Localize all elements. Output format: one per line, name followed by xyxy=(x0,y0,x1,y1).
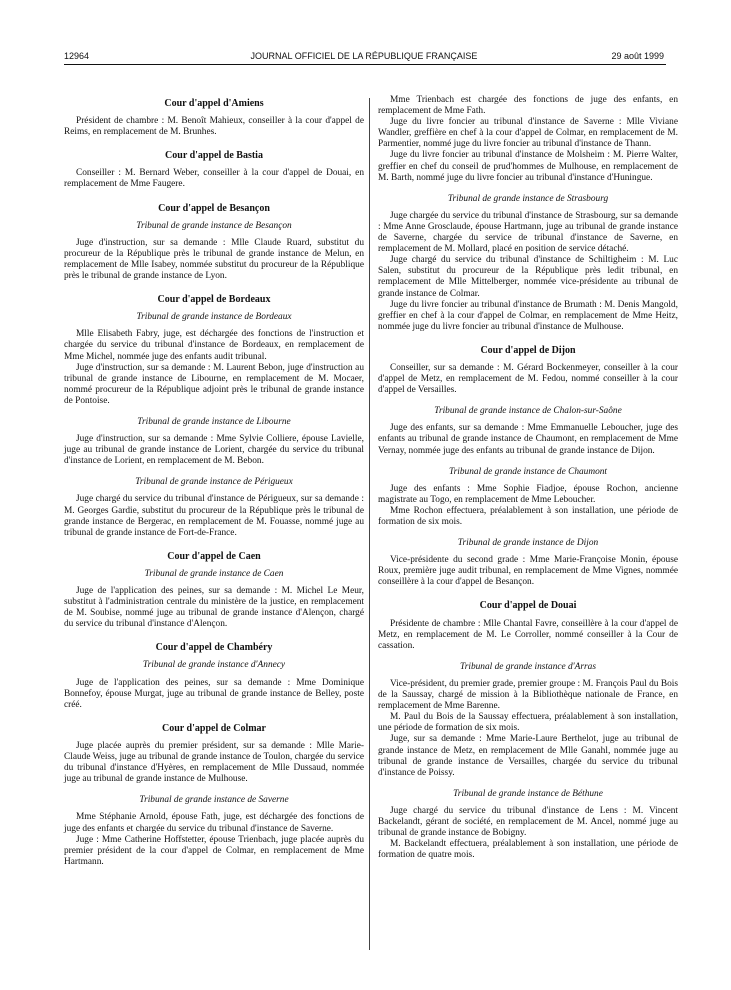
section-heading: Cour d'appel de Besançon xyxy=(158,202,270,214)
header-rule xyxy=(64,64,666,65)
subsection-heading: Tribunal de grande instance de Dijon xyxy=(457,538,599,549)
paragraph: Juge de l'application des peines, sur sa demande : Mme Dominique Bonnefoy, épouse Murgat, juge au tribunal de grande instance de Belley, poste créé. xyxy=(64,677,364,710)
paragraph: Juge des enfants : Mme Sophie Fiadjoe, épouse Rochon, ancienne magistrate au Togo, en remplacement de Mme Leboucher. xyxy=(378,483,678,505)
paragraph: Juge chargée du service du tribunal d'instance de Strasbourg, sur sa demande : Mme Anne Grosclaude, épouse Hartmann, juge au tribunal de grande instance de Saverne, chargée du service de tribunal d'instance de Saverne, en remplacement de M. Mollard, placé en position de service détaché. xyxy=(378,210,678,255)
paragraph: Juge : Mme Catherine Hoffstetter, épouse Trienbach, juge placée auprès du premier président de la cour d'appel de Colmar, en remplacement de Mme Hartmann. xyxy=(64,834,364,867)
paragraph: Juge d'instruction, sur sa demande : M. Laurent Bebon, juge d'instruction au tribunal de grande instance de Libourne, en remplacement de M. Mocaer, nommé procureur de la République adjoint près le tribunal de grande instance de Pontoise. xyxy=(64,362,364,406)
subsection-heading: Tribunal de grande instance de Besançon xyxy=(136,220,292,231)
paragraph: Juge d'instruction, sur sa demande : Mlle Claude Ruard, substitut du procureur de la République près le tribunal de grande instance de Melun, en remplacement de Mlle Isabey, nommée substitut du procureur de la République près le tribunal de grande instance de Lyon. xyxy=(64,237,364,282)
paragraph: Conseiller, sur sa demande : M. Gérard Bockenmeyer, conseiller à la cour d'appel de Metz, en remplacement de M. Fedou, nommé conseiller à la cour d'appel de Versailles. xyxy=(378,362,678,396)
paragraph: Juge chargé du service du tribunal d'instance de Périgueux, sur sa demande : M. Georges Gardie, substitut du procureur de la République près le tribunal de grande instance de Bergerac, en remplacement de M. Fouasse, nommé juge au tribunal de grande instance de Fort-de-France. xyxy=(64,494,364,538)
paragraph: Vice-présidente du second grade : Mme Marie-Françoise Monin, épouse Roux, première juge audit tribunal, en remplacement de Mme Vignes, nommée conseillère à la cour d'appel de Besançon. xyxy=(378,555,678,588)
paragraph: Juge chargé du service du tribunal d'instance de Schiltigheim : M. Luc Salen, substitut du procureur de la République près ledit tribunal, en remplacement de Mlle Mittelberger, nommée vice-présidente au tribunal de grande instance de Colmar. xyxy=(378,255,678,299)
paragraph: Juge placée auprès du premier président, sur sa demande : Mlle Marie-Claude Weiss, juge au tribunal de grande instance de Toulon, chargée du service du tribunal d'instance d'Hyères, en remplacement de Mlle Dussaud, nommée juge au tribunal de grande instance de Mulhouse. xyxy=(64,740,364,785)
left-column xyxy=(64,95,364,868)
subsection-heading: Tribunal de grande instance de Chalon-sur-Saône xyxy=(434,406,622,417)
section-heading: Cour d'appel de Dijon xyxy=(480,344,576,356)
paragraph: Président de chambre : M. Benoît Mahieux, conseiller à la cour d'appel de Reims, en remplacement de M. Brunhes. xyxy=(64,116,364,138)
page-header xyxy=(64,51,664,65)
paragraph: Juge du livre foncier au tribunal d'instance de Brumath : M. Denis Mangold, greffier en chef à la cour d'appel de Colmar, en remplacement de Mme Heitz, nommée juge du livre foncier au tribunal d'instance de Mulhouse. xyxy=(378,299,678,332)
subsection-heading: Tribunal de grande instance de Strasbourg xyxy=(447,193,609,204)
paragraph: Juge du livre foncier au tribunal d'instance de Saverne : Mlle Viviane Wandler, greffière en chef à la cour d'appel de Colmar, en remplacement de M. Parmentier, nommé juge du livre foncier au tribunal d'instance de Thann. xyxy=(378,117,678,150)
paragraph: Conseiller : M. Bernard Weber, conseiller à la cour d'appel de Douai, en remplacement de Mme Faugere. xyxy=(64,168,364,190)
paragraph: Juge d'instruction, sur sa demande : Mme Sylvie Colliere, épouse Lavielle, juge au tribunal de grande instance de Lorient, chargée du service du tribunal d'instance de Lorient, en remplacement de M. Bebon. xyxy=(64,434,364,467)
page-number: 12964 xyxy=(64,51,90,61)
paragraph: Juge de l'application des peines, sur sa demande : M. Michel Le Meur, substitut à l'administration centrale du ministère de la justice, en remplacement de M. Soubise, nommé juge au tribunal de grande instance d'Alençon, chargé du service du tribunal d'instance d'Alençon. xyxy=(64,586,364,630)
paragraph: Juge chargé du service du tribunal d'instance de Lens : M. Vincent Backelandt, gérant de société, en remplacement de M. Ancel, nommé juge au tribunal de grande instance de Bobigny. xyxy=(378,805,678,839)
subsection-heading: Tribunal de grande instance de Béthune xyxy=(453,788,603,799)
subsection-heading: Tribunal de grande instance de Libourne xyxy=(137,416,291,427)
section-heading: Cour d'appel de Chambéry xyxy=(155,642,273,654)
paragraph: Présidente de chambre : Mlle Chantal Favre, conseillère à la cour d'appel de Metz, en remplacement de M. Le Corroller, nommé conseiller à la Cour de cassation. xyxy=(378,618,678,651)
paragraph: Mme Rochon effectuera, préalablement à son installation, une période de formation de six mois. xyxy=(378,505,678,527)
subsection-heading: Tribunal de grande instance d'Annecy xyxy=(142,660,286,671)
section-heading: Cour d'appel de Bordeaux xyxy=(157,294,271,306)
subsection-heading: Tribunal de grande instance de Bordeaux xyxy=(136,312,292,323)
paragraph: Vice-président, du premier grade, premier groupe : M. François Paul du Bois de la Saussay, chargé de mission à la Bibliothèque nationale de France, en remplacement de Mme Barenne. xyxy=(378,678,678,712)
paragraph: Juge du livre foncier au tribunal d'instance de Molsheim : M. Pierre Walter, greffier en chef du conseil de prud'hommes de Mulhouse, en remplacement de M. Barth, nommé juge du livre foncier au tribunal d'instance d'Huningue. xyxy=(378,150,678,183)
paragraph: M. Backelandt effectuera, préalablement à son installation, une période de formation de quatre mois. xyxy=(378,839,678,861)
paragraph: Mme Trienbach est chargée des fonctions de juge des enfants, en remplacement de Mme Fath. xyxy=(378,95,678,117)
paragraph: Juge des enfants, sur sa demande : Mme Emmanuelle Leboucher, juge des enfants au tribunal de grande instance de Chaumont, en remplacement de Mme Vernay, nommée juge des enfants au tribunal de grande instance de Dijon. xyxy=(378,423,678,456)
section-heading: Cour d'appel de Colmar xyxy=(162,722,266,734)
subsection-heading: Tribunal de grande instance d'Arras xyxy=(460,661,596,672)
subsection-heading: Tribunal de grande instance de Chaumont xyxy=(448,466,608,477)
subsection-heading: Tribunal de grande instance de Caen xyxy=(144,568,284,579)
section-heading: Cour d'appel de Douai xyxy=(479,600,577,612)
subsection-heading: Tribunal de grande instance de Saverne xyxy=(139,795,289,806)
paragraph: Mlle Elisabeth Fabry, juge, est déchargée des fonctions de l'instruction et chargée du service du tribunal d'instance de Bordeaux, en remplacement de Mme Michel, nommée juge des enfants audit tribunal. xyxy=(64,329,364,362)
paragraph: M. Paul du Bois de la Saussay effectuera, préalablement à son installation, une période de formation de six mois. xyxy=(378,712,678,734)
subsection-heading: Tribunal de grande instance de Périgueux xyxy=(135,477,293,488)
publication-title: JOURNAL OFFICIEL DE LA RÉPUBLIQUE FRANÇAISE xyxy=(250,51,478,61)
section-heading: Cour d'appel de Bastia xyxy=(165,150,263,162)
publication-date: 29 août 1999 xyxy=(611,51,664,61)
column-divider xyxy=(369,98,370,950)
section-heading: Cour d'appel d'Amiens xyxy=(164,98,264,109)
paragraph: Juge, sur sa demande : Mme Marie-Laure Berthelot, juge au tribunal de grande instance de Metz, en remplacement de Mlle Ganahl, nommée juge au tribunal de grande instance de Versailles, chargée du service du tribunal d'instance de Poissy. xyxy=(378,734,678,778)
right-column xyxy=(378,95,678,861)
section-heading: Cour d'appel de Caen xyxy=(167,550,261,562)
paragraph: Mme Stéphanie Arnold, épouse Fath, juge, est déchargée des fonctions de juge des enfants et chargée du service du tribunal d'instance de Saverne. xyxy=(64,812,364,834)
